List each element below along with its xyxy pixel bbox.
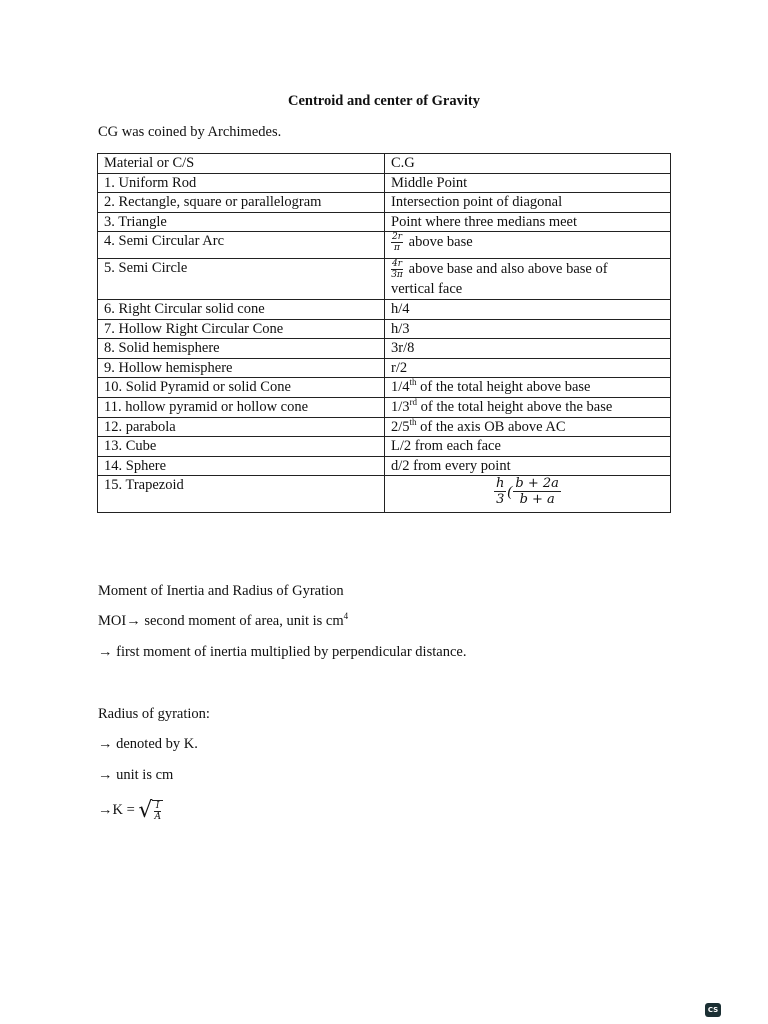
fraction-denominator: A	[154, 811, 161, 822]
cg-text: above base	[408, 234, 473, 251]
header-cg: C.G	[385, 154, 671, 174]
table-row	[98, 173, 671, 193]
material-cell: 4. Semi Circular Arc	[98, 232, 385, 259]
material-cell: 10. Solid Pyramid or solid Cone	[98, 378, 385, 398]
camscanner-logo-icon: CS	[705, 1003, 721, 1017]
cg-cell: d/2 from every point	[385, 456, 671, 476]
sqrt-expression	[138, 798, 163, 823]
table-row	[98, 437, 671, 457]
material-cell: 12. parabola	[98, 417, 385, 437]
cg-cell: Intersection point of diagonal	[385, 193, 671, 213]
table-row	[98, 232, 671, 259]
cg-cell: h/3	[385, 319, 671, 339]
cg-cell	[385, 378, 671, 398]
cg-cell	[385, 397, 671, 417]
table-row	[98, 319, 671, 339]
fraction-numerator: b + 2a	[515, 476, 559, 492]
table-header-row	[98, 154, 671, 174]
material-cell: 1. Uniform Rod	[98, 173, 385, 193]
material-cell: 15. Trapezoid	[98, 476, 385, 513]
cg-cell	[385, 417, 671, 437]
cg-prefix: 1/3	[391, 398, 410, 415]
table-row	[98, 358, 671, 378]
material-cell: 5. Semi Circle	[98, 259, 385, 300]
material-cell: 2. Rectangle, square or parallelogram	[98, 193, 385, 213]
gyration-line2: → unit is cm	[98, 767, 174, 783]
open-paren: (	[507, 483, 513, 500]
fraction-denominator: 3π	[391, 270, 403, 281]
table-row	[98, 193, 671, 213]
cg-superscript: th	[409, 416, 417, 427]
fraction	[391, 232, 403, 253]
material-cell: 3. Triangle	[98, 212, 385, 232]
cg-cell: 3r/8	[385, 339, 671, 359]
fraction-denominator: 3	[496, 492, 505, 508]
table-row	[98, 476, 671, 513]
cg-cell: r/2	[385, 358, 671, 378]
gyration-heading: Radius of gyration:	[98, 706, 210, 722]
moi-heading: Moment of Inertia and Radius of Gyration	[98, 583, 344, 599]
table-row	[98, 397, 671, 417]
fraction-numerator: h	[496, 476, 505, 492]
cg-text: of the total height above the base	[420, 398, 613, 415]
cg-cell	[385, 476, 671, 513]
moi-line2: → first moment of inertia multiplied by perpendicular distance.	[98, 644, 467, 660]
material-cell: 14. Sphere	[98, 456, 385, 476]
cg-text: of the total height above base	[420, 379, 591, 396]
header-material: Material or C/S	[98, 154, 385, 174]
moi-line1	[98, 613, 348, 630]
table-row	[98, 417, 671, 437]
table-row	[98, 212, 671, 232]
cg-cell: L/2 from each face	[385, 437, 671, 457]
cg-text: above base and also above base of	[408, 261, 608, 278]
material-cell: 6. Right Circular solid cone	[98, 299, 385, 319]
moi-line1-text: MOI→ second moment of area, unit is cm	[98, 613, 344, 629]
fraction-numerator: 2r	[392, 232, 403, 243]
moi-unit-superscript: 4	[343, 611, 349, 622]
fraction-denominator: π	[394, 243, 400, 254]
radical-sign: √	[138, 798, 153, 823]
material-cell: 8. Solid hemisphere	[98, 339, 385, 359]
table-row	[98, 299, 671, 319]
material-cell: 9. Hollow hemisphere	[98, 358, 385, 378]
intro-text: CG was coined by Archimedes.	[98, 124, 282, 140]
material-cell: 7. Hollow Right Circular Cone	[98, 319, 385, 339]
fraction-denominator: b + a	[519, 492, 555, 508]
cg-cell: Point where three medians meet	[385, 212, 671, 232]
cg-prefix: 1/4	[391, 379, 410, 396]
material-cell: 13. Cube	[98, 437, 385, 457]
cg-superscript: rd	[409, 397, 418, 408]
table-row	[98, 339, 671, 359]
page-title: Centroid and center of Gravity	[288, 93, 480, 109]
table-row	[98, 259, 671, 300]
fraction-numerator: I	[155, 800, 160, 811]
fraction-b2a-over-ba	[513, 476, 561, 507]
cg-superscript: th	[409, 377, 417, 388]
cg-cell	[385, 259, 671, 300]
material-cell: 11. hollow pyramid or hollow cone	[98, 397, 385, 417]
cg-cell: Middle Point	[385, 173, 671, 193]
cg-prefix: 2/5	[391, 418, 410, 435]
cg-table	[97, 153, 671, 513]
radicand	[152, 800, 163, 822]
gyration-formula	[98, 798, 163, 823]
fraction	[391, 259, 403, 280]
formula-prefix: →K =	[98, 801, 135, 818]
cg-text-line2: vertical face	[391, 281, 463, 298]
cg-cell	[385, 232, 671, 259]
table-row	[98, 378, 671, 398]
cg-text: of the axis OB above AC	[420, 418, 566, 435]
fraction-h-over-3	[494, 476, 506, 507]
table-row	[98, 456, 671, 476]
fraction-numerator: 4r	[392, 259, 403, 270]
cg-cell: h/4	[385, 299, 671, 319]
gyration-line1: → denoted by K.	[98, 736, 198, 752]
